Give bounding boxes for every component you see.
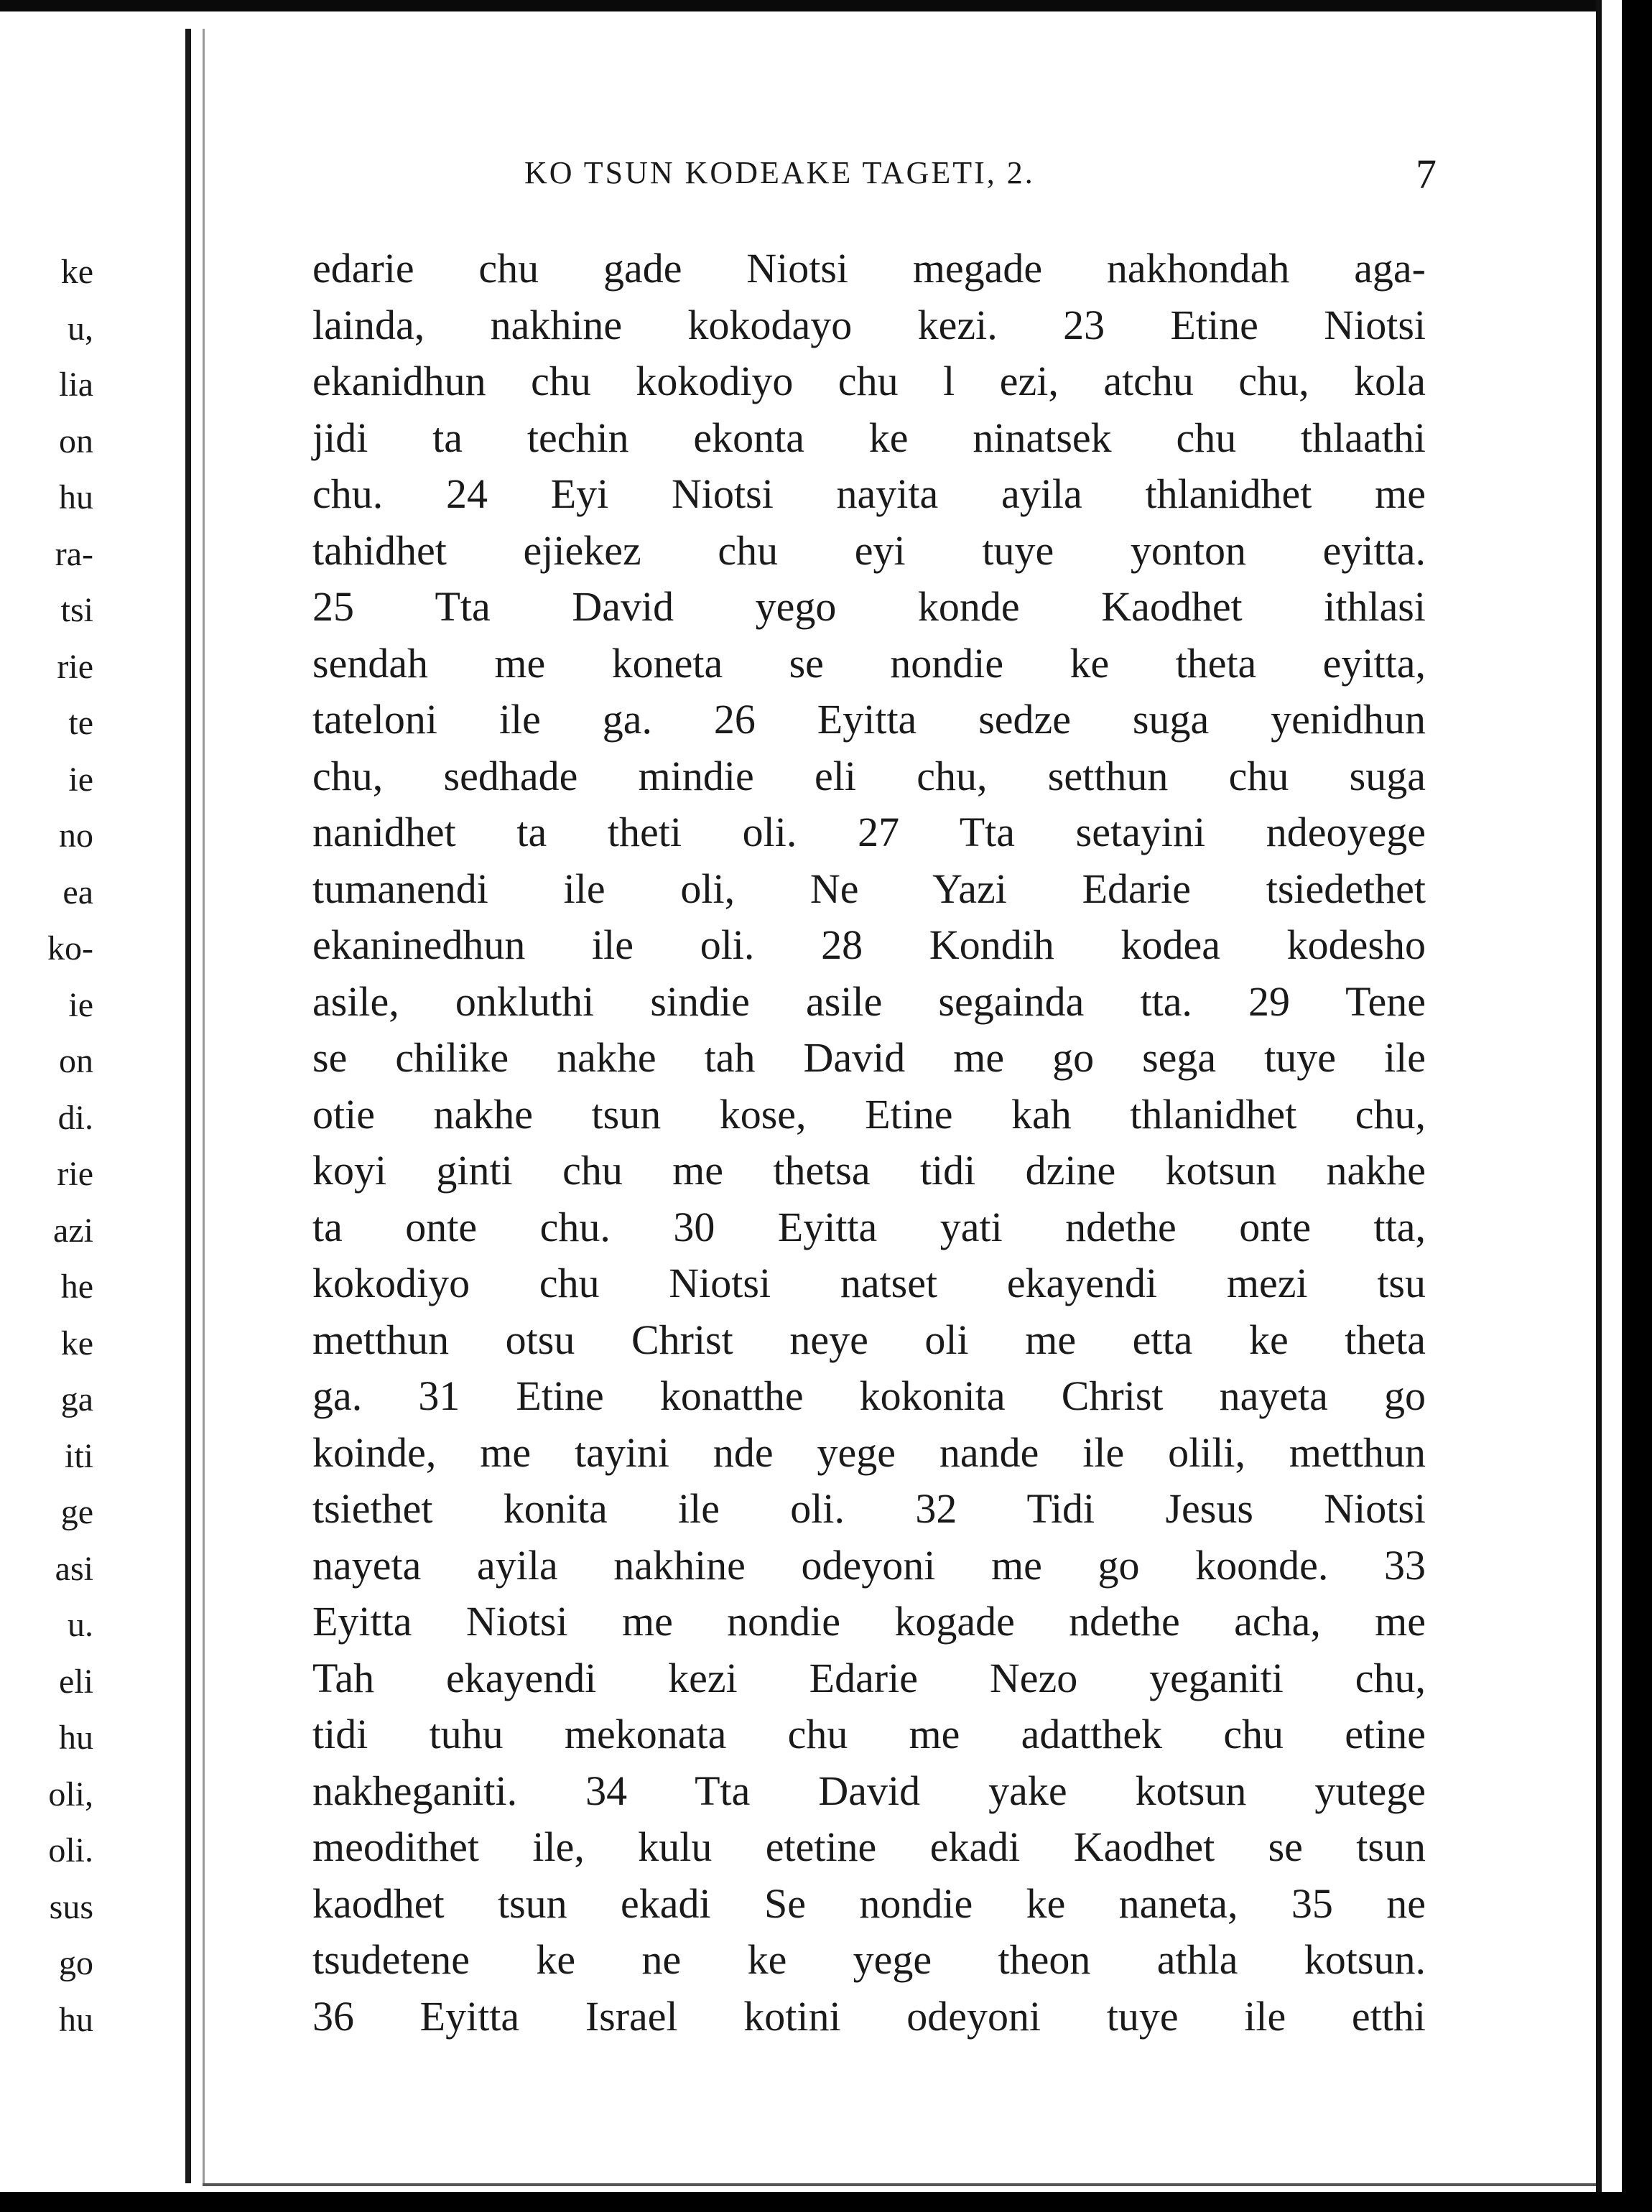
facing-page-fragment: rie [57, 647, 93, 686]
facing-page-fragment: tsi [60, 591, 93, 629]
text-line: sendah me koneta se nondie ke theta eyitta, [312, 639, 1426, 687]
text-line: otie nakhe tsun kose, Etine kah thlanidhet chu, [312, 1090, 1426, 1138]
facing-page-fragment: u, [68, 309, 93, 348]
running-head-title: KO TSUN KODEAKE TAGETI, 2. [524, 155, 1035, 190]
text-line: meodithet ile, kulu etetine ekadi Kaodhet se tsun [312, 1823, 1426, 1870]
facing-page-fragment: iti [64, 1436, 93, 1475]
body-text [312, 241, 1426, 2045]
facing-page-fragment: azi [53, 1211, 93, 1250]
facing-page-fragment: ra- [55, 534, 93, 573]
facing-page-fragment: hu [59, 2000, 93, 2039]
facing-page-fragment: he [60, 1268, 93, 1306]
text-line: tsiethet konita ile oli. 32 Tidi Jesus Niotsi [312, 1485, 1426, 1532]
text-line: tahidhet ejiekez chu eyi tuye yonton eyitta. [312, 526, 1426, 574]
text-line: tateloni ile ga. 26 Eyitta sedze suga yenidhun [312, 696, 1426, 743]
binding-gutter [185, 29, 191, 2183]
text-line: metthun otsu Christ neye oli me etta ke theta [312, 1316, 1426, 1363]
facing-page-fragments [0, 244, 93, 2048]
facing-page-fragment: asi [55, 1549, 93, 1588]
scan-right-edge [1596, 0, 1622, 2192]
facing-page-fragment: sus [49, 1887, 93, 1926]
facing-page-fragment: te [68, 704, 93, 742]
text-line: nayeta ayila nakhine odeyoni me go koonde. 33 [312, 1541, 1426, 1589]
facing-page-fragment: hu [59, 478, 93, 516]
text-line: 36 Eyitta Israel kotini odeyoni tuye ile etthi [312, 1992, 1426, 2040]
text-line: koinde, me tayini nde yege nande ile olili, metthun [312, 1428, 1426, 1476]
facing-page-fragment: lia [59, 366, 93, 404]
facing-page-fragment: go [59, 1944, 93, 1982]
text-line: koyi ginti chu me thetsa tidi dzine kotsun nakhe [312, 1147, 1426, 1194]
facing-page-fragment: no [59, 817, 93, 855]
text-line: se chilike nakhe tah David me go sega tuye ile [312, 1034, 1426, 1081]
text-line: nakheganiti. 34 Tta David yake kotsun yutege [312, 1767, 1426, 1814]
facing-page-fragment: u. [68, 1606, 93, 1644]
facing-page-fragment: ge [60, 1493, 93, 1531]
facing-page-fragment: oli, [48, 1775, 93, 1813]
facing-page-fragment: oli. [48, 1831, 93, 1869]
text-line: asile, onkluthi sindie asile segainda tta. 29 Tene [312, 977, 1426, 1025]
running-head [524, 151, 1437, 205]
facing-page-fragment: ko- [47, 929, 93, 967]
facing-page-fragment: ke [60, 253, 93, 291]
facing-page-fragment: hu [59, 1719, 93, 1757]
facing-page-fragment: ea [62, 873, 93, 911]
text-line: tumanendi ile oli, Ne Yazi Edarie tsiedethet [312, 865, 1426, 912]
facing-page-fragment: on [59, 1042, 93, 1080]
page-edge-line [203, 29, 205, 2183]
facing-page-fragment: ie [68, 760, 93, 799]
text-line: ekaninedhun ile oli. 28 Kondih kodea kodesho [312, 921, 1426, 968]
text-line: 25 Tta David yego konde Kaodhet ithlasi [312, 583, 1426, 630]
text-line: ta onte chu. 30 Eyitta yati ndethe onte tta, [312, 1203, 1426, 1250]
facing-page-fragment: eli [59, 1662, 93, 1701]
facing-page-fragment: ga [60, 1380, 93, 1418]
facing-page-fragment: di. [57, 1098, 93, 1137]
text-line: Eyitta Niotsi me nondie kogade ndethe acha, me [312, 1598, 1426, 1645]
scan-bottom-edge [203, 2183, 1596, 2186]
text-line: ga. 31 Etine konatthe kokonita Christ nayeta go [312, 1372, 1426, 1419]
text-line: edarie chu gade Niotsi megade nakhondah aga- [312, 245, 1426, 292]
page-number: 7 [1416, 151, 1437, 198]
text-line: kaodhet tsun ekadi Se nondie ke naneta, 35 ne [312, 1879, 1426, 1927]
text-line: kokodiyo chu Niotsi natset ekayendi mezi tsu [312, 1260, 1426, 1306]
text-line: Tah ekayendi kezi Edarie Nezo yeganiti chu, [312, 1654, 1426, 1701]
facing-page-fragment: on [59, 422, 93, 460]
facing-page-fragment: ie [68, 985, 93, 1024]
text-line: nanidhet ta theti oli. 27 Tta setayini ndeoyege [312, 809, 1426, 855]
text-line: chu. 24 Eyi Niotsi nayita ayila thlanidhet me [312, 470, 1426, 517]
text-line: chu, sedhade mindie eli chu, setthun chu suga [312, 752, 1426, 799]
text-line: ekanidhun chu kokodiyo chu l ezi, atchu chu, kola [312, 358, 1426, 404]
text-line: tidi tuhu mekonata chu me adatthek chu etine [312, 1711, 1426, 1757]
facing-page-fragment: ke [60, 1324, 93, 1362]
text-line: tsudetene ke ne ke yege theon athla kotsun. [312, 1936, 1426, 1983]
facing-page-fragment: rie [57, 1155, 93, 1193]
scan-top-edge [0, 0, 1622, 11]
text-line: lainda, nakhine kokodayo kezi. 23 Etine Niotsi [312, 301, 1426, 348]
text-line: jidi ta techin ekonta ke ninatsek chu thlaathi [312, 414, 1426, 461]
